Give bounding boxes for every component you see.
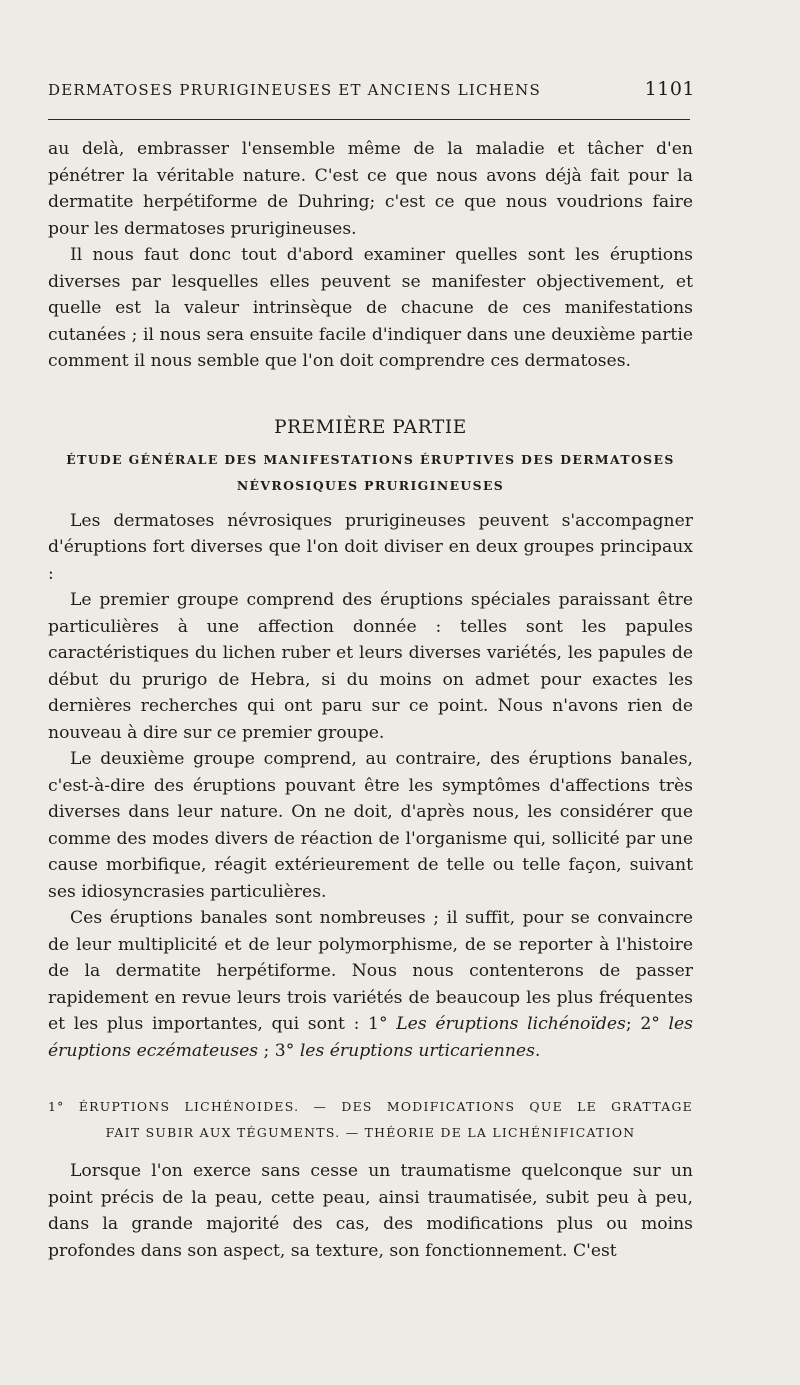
italic-urticariennes: les éruptions urticariennes [299,1040,535,1061]
part-subtitle-line-2: NÉVROSIQUES PRURIGINEUSES [236,477,505,493]
header-rule [48,119,690,120]
section-paragraph-1: Lorsque l'on exerce sans cesse un traumatisme quelconque sur un point précis de la peau, cette peau, ainsi traumatisée, subit peu à peu, dans la grande majorité des cas, des modifications plus ou moins profondes dans son aspect, sa texture, son fonctionnement. C'est [48,1161,693,1261]
page-body [48,136,693,1264]
intro-paragraph-2: Il nous faut donc tout d'abord examiner quelles sont les éruptions diverses par lesquelles elles peuvent se manifester objectivement, et quelle est la valeur intrinsèque de chacune de ces manifestations cutanées ; il nous sera ensuite facile d'indiquer dans une deuxième partie comment il nous semble que l'on doit comprendre ces dermatoses. [48,245,693,371]
section-heading-line-1: 1° ÉRUPTIONS LICHÉNOIDES. — DES MODIFICATIONS QUE LE GRATTAGE [48,1099,693,1114]
running-header [48,78,695,100]
part-paragraph-4-b: ; 2° [625,1014,669,1034]
part-paragraph-3: Le deuxième groupe comprend, au contraire, des éruptions banales, c'est-à-dire des éruptions pouvant être les symptômes d'affections très diverses dans leur nature. On ne doit, d'après nous, les considérer que comme des modes divers de réaction de l'organisme qui, sollicité par une cause morbifique, réagit extérieurement de telle ou telle façon, suivant ses idiosyncrasies particulières. [48,749,693,902]
section-heading [48,1094,693,1146]
part-paragraph-4-c: ; 3° [258,1040,300,1061]
part-paragraph-4-a: Ces éruptions banales sont nombreuses ; il suffit, pour se convaincre de leur multiplicité et de leur polymorphisme, de se reporter à l'histoire de la dermatite herpétiforme. Nous nous contenterons de passer rapidement en revue leurs trois variétés de beaucoup les plus fréquentes et les plus importantes, qui sont : 1° [48,908,693,1034]
italic-eczemateuses: les éruptions eczémateuses [48,1014,694,1061]
page-number: 1101 [644,78,695,100]
section-heading-line-2: FAIT SUBIR AUX TÉGUMENTS. — THÉORIE DE LA LICHÉNIFICATION [105,1125,636,1140]
running-title: DERMATOSES PRURIGINEUSES ET ANCIENS LICHENS [48,81,541,99]
part-paragraph-4-d: . [534,1040,541,1061]
part-title: PREMIÈRE PARTIE [274,416,467,438]
part-subtitle-line-1: ÉTUDE GÉNÉRALE DES MANIFESTATIONS ÉRUPTIVES DES DERMATOSES [66,451,675,467]
part-subtitle [48,447,693,499]
intro-paragraph-1: au delà, embrasser l'ensemble même de la maladie et tâcher d'en pénétrer la véritable nature. C'est ce que nous avons déjà fait pour la dermatite herpétiforme de Duhring; c'est ce que nous voudrions faire pour les dermatoses prurigineuses. [48,139,693,239]
part-paragraph-2: Le premier groupe comprend des éruptions spéciales paraissant être particulières à une affection donnée : telles sont les papules caractéristiques du lichen ruber et leurs diverses variétés, les papules de début du prurigo de Hebra, si du moins on admet pour exactes les dernières recherches qui ont paru sur ce point. Nous n'avons rien de nouveau à dire sur ce premier groupe. [48,590,693,743]
part-paragraph-1: Les dermatoses névrosiques prurigineuses peuvent s'accompagner d'éruptions fort diverses que l'on doit diviser en deux groupes principaux : [48,510,693,584]
part-paragraph-4 [48,905,693,1064]
italic-lichenoides: Les éruptions lichénoïdes [396,1014,626,1034]
